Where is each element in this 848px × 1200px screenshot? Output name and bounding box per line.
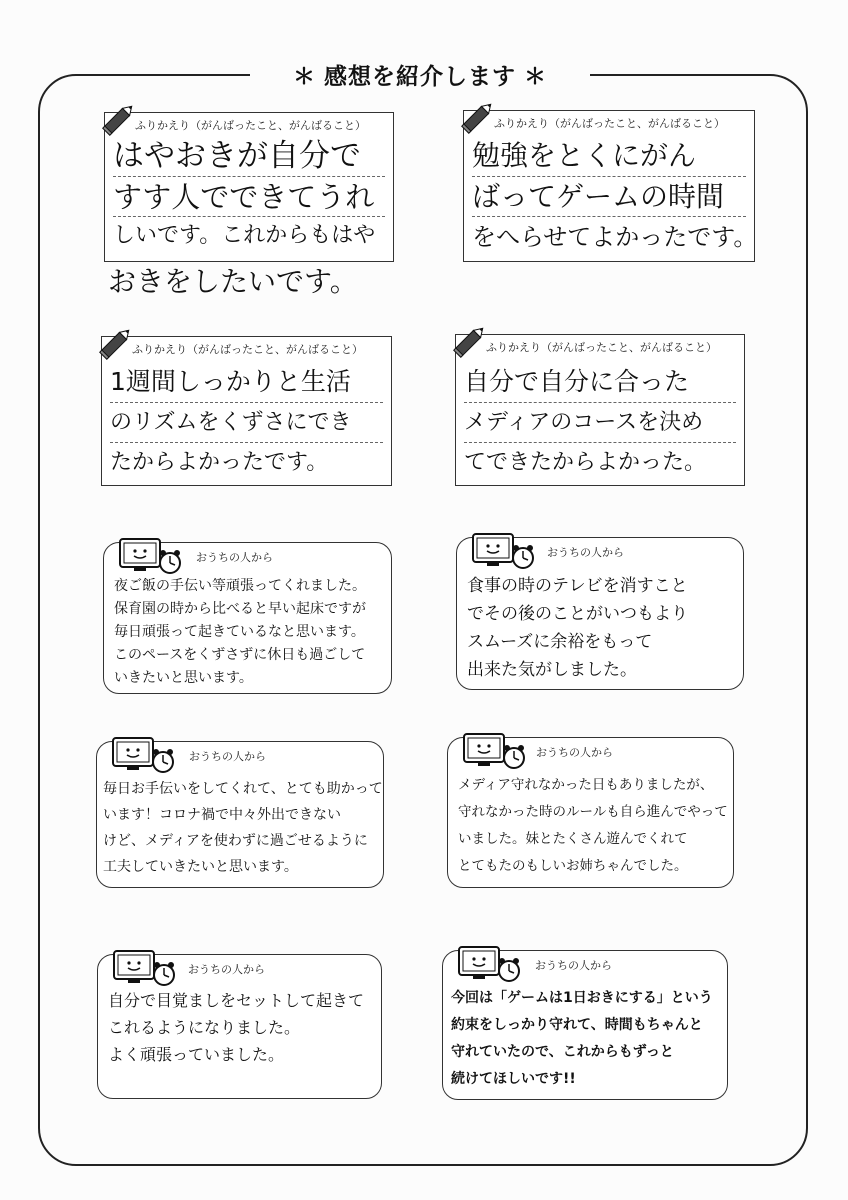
tv-clock-icon (112, 947, 178, 989)
star-right: ＊ (524, 65, 548, 90)
comment-line: これるようになりました。 (108, 1018, 301, 1037)
reflection-card-1 (104, 112, 394, 262)
reflection-line: メディアのコースを決め (464, 403, 736, 443)
reflection-line: ばってゲームの時間 (472, 177, 746, 217)
family-card-2 (456, 537, 744, 690)
reflection-card-2 (463, 110, 758, 262)
reflection-line: しいです。これからもはや (113, 223, 376, 248)
tv-clock-icon (457, 943, 523, 985)
reflection-card-3 (101, 336, 392, 486)
star-left: ＊ (292, 65, 316, 90)
reflection-label: ふりかえり（がんばったこと、がんばること） (494, 117, 725, 130)
comment-line: 夜ご飯の手伝い等頑張ってくれました。 (114, 578, 366, 594)
family-comment (458, 772, 727, 880)
family-label: おうちの人から (189, 750, 266, 763)
comment-line: 保育園の時から比べると早い起床ですが (114, 601, 366, 617)
reflection-lines (472, 135, 758, 257)
comment-line: 約束をしっかり守れて、時間もちゃんと (451, 1017, 703, 1033)
reflection-label: ふりかえり（がんばったこと、がんばること） (135, 119, 366, 132)
comment-line: 続けてほしいです!! (451, 1071, 576, 1087)
family-comment (108, 987, 375, 1068)
tv-clock-icon (471, 530, 537, 572)
comment-line: います！コロナ禍で中々外出できない (103, 807, 341, 823)
family-label: おうちの人から (196, 551, 273, 564)
reflection-line: のリズムをくずさにでき (110, 403, 383, 443)
family-comment (451, 985, 721, 1093)
reflection-lines (113, 135, 385, 255)
comment-line: とてもたのもしいお姉ちゃんでした。 (458, 858, 688, 874)
page-header (250, 60, 590, 94)
comment-line: 自分で目覚ましをセットして起きて (108, 991, 365, 1010)
family-label: おうちの人から (536, 746, 613, 759)
family-card-6 (442, 950, 728, 1100)
comment-line: 食事の時のテレビを消すこと (467, 576, 688, 596)
comment-line: いました。妹とたくさん遊んでくれて (458, 831, 688, 847)
comment-line: メディア守れなかった日もありましたが、 (458, 777, 714, 793)
reflection-line: 勉強をとくにがん (472, 135, 746, 177)
comment-line: けど、メディアを使わずに過ごせるように (103, 833, 368, 849)
family-label: おうちの人から (188, 963, 265, 976)
pencil-icon (96, 323, 136, 363)
comment-line: スムーズに余裕をもって (467, 632, 653, 652)
page-title: 感想を紹介します (324, 64, 516, 90)
tv-clock-icon (111, 734, 177, 776)
title-row (285, 64, 555, 90)
comment-line: このペースをくずさずに休日も過ごして (114, 647, 366, 663)
comment-line: 毎日頑張って起きているなと思います。 (114, 624, 365, 640)
tv-clock-icon (118, 535, 184, 577)
reflection-overflow-line: おきをしたいです。 (108, 265, 358, 298)
reflection-line: たからよかったです。 (110, 450, 329, 475)
family-comment (103, 776, 383, 880)
family-card-5 (97, 954, 382, 1099)
comment-line: 今回は「ゲームは1日おきにする」という (451, 990, 713, 1006)
pencil-icon (450, 321, 490, 361)
comment-line: でその後のことがいつもより (467, 604, 688, 624)
pencil-icon (99, 99, 139, 139)
reflection-card-4 (455, 334, 745, 486)
reflection-line: はやおきが自分で (113, 135, 385, 177)
reflection-line: をへらせてよかったです。 (472, 223, 758, 251)
family-card-4 (447, 737, 734, 888)
tv-clock-icon (462, 730, 528, 772)
reflection-line: てできたからよかった。 (464, 450, 707, 475)
family-card-3 (96, 741, 384, 888)
reflection-lines (464, 361, 736, 483)
comment-line: 工夫していきたいと思います。 (103, 859, 298, 875)
comment-line: 出来た気がしました。 (467, 660, 637, 680)
comment-line: 守れなかった時のルールも自ら進んでやって (458, 804, 728, 820)
comment-line: 毎日お手伝いをしてくれて、とても助かって (103, 781, 383, 797)
reflection-line: 1週間しっかりと生活 (110, 361, 383, 403)
comment-line: よく頑張っていました。 (108, 1045, 285, 1064)
reflection-label: ふりかえり（がんばったこと、がんばること） (486, 341, 717, 354)
comment-line: 守れていたので、これからもずっと (451, 1044, 674, 1060)
reflection-line: すす人でできてうれ (113, 177, 385, 217)
pencil-icon (458, 97, 498, 137)
reflection-line: 自分で自分に合った (464, 361, 736, 403)
family-card-1 (103, 542, 392, 694)
comment-line: いきたいと思います。 (114, 670, 253, 686)
family-label: おうちの人から (535, 959, 612, 972)
family-comment (114, 575, 385, 690)
reflection-label: ふりかえり（がんばったこと、がんばること） (132, 343, 363, 356)
family-comment (467, 572, 737, 684)
reflection-lines (110, 361, 383, 483)
family-label: おうちの人から (547, 546, 624, 559)
